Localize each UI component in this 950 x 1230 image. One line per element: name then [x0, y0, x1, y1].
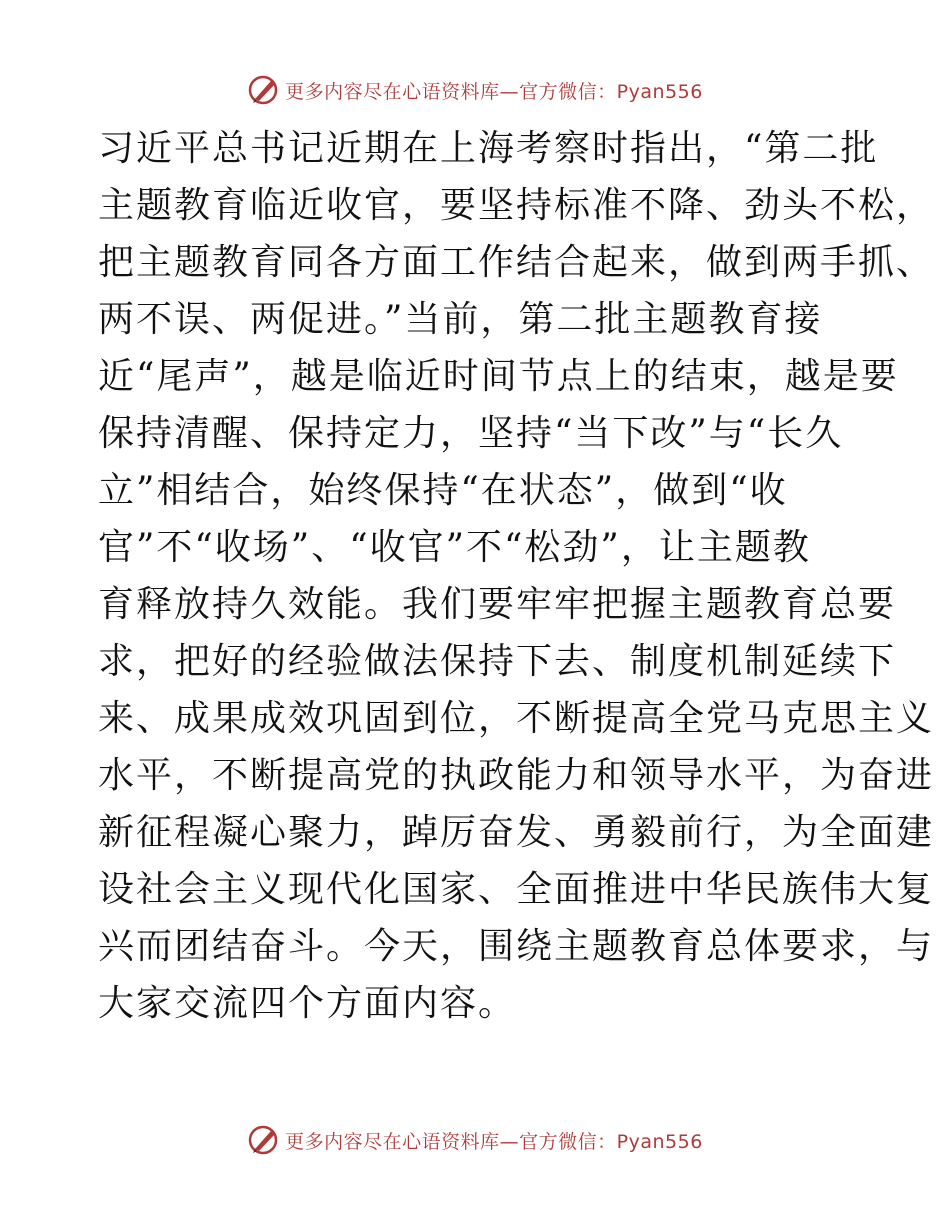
paragraph-line: 设社会主义现代化国家、全面推进中华民族伟大复 [98, 869, 935, 910]
paragraph-line: 把主题教育同各方面工作结合起来，做到两手抓、 [98, 242, 935, 283]
pen-logo-icon [247, 73, 281, 107]
paragraph-line: 主题教育临近收官，要坚持标准不降、劲头不松， [98, 185, 935, 226]
paragraph-line: 两不误、两促进。”当前，第二批主题教育接 [98, 299, 823, 340]
paragraph-line: 近“尾声”，越是临近时间节点上的结束，越是要 [98, 356, 899, 397]
paragraph-line: 保持清醒、保持定力，坚持“当下改”与“长久 [98, 413, 844, 454]
paragraph-line: 官”不“收场”、“收官”不“松劲”，让主题教 [98, 527, 811, 568]
paragraph-line: 来、成果成效巩固到位，不断提高全党马克思主义 [98, 698, 935, 739]
paragraph-line: 育释放持久效能。我们要牢牢把握主题教育总要 [98, 584, 897, 625]
paragraph-line: 习近平总书记近期在上海考察时指出，“第二批 [98, 128, 879, 169]
paragraph-line: 立”相结合，始终保持“在状态”，做到“收 [98, 470, 788, 511]
pen-logo-icon [247, 1123, 281, 1157]
paragraph-line: 水平，不断提高党的执政能力和领导水平，为奋进 [98, 755, 935, 796]
paragraph-line: 求，把好的经验做法保持下去、制度机制延续下 [98, 641, 897, 682]
footer-banner [0, 1120, 950, 1160]
paragraph-line: 大家交流四个方面内容。 [98, 983, 517, 1024]
footer-banner-text: 更多内容尽在心语资料库—官方微信：Pyan556 [285, 1130, 703, 1153]
paragraph-line: 新征程凝心聚力，踔厉奋发、勇毅前行，为全面建 [98, 812, 935, 853]
header-banner-text: 更多内容尽在心语资料库—官方微信：Pyan556 [285, 80, 703, 103]
paragraph-line: 兴而团结奋斗。今天，围绕主题教育总体要求，与 [98, 926, 935, 967]
header-banner [0, 70, 950, 110]
document-body [98, 120, 935, 1032]
